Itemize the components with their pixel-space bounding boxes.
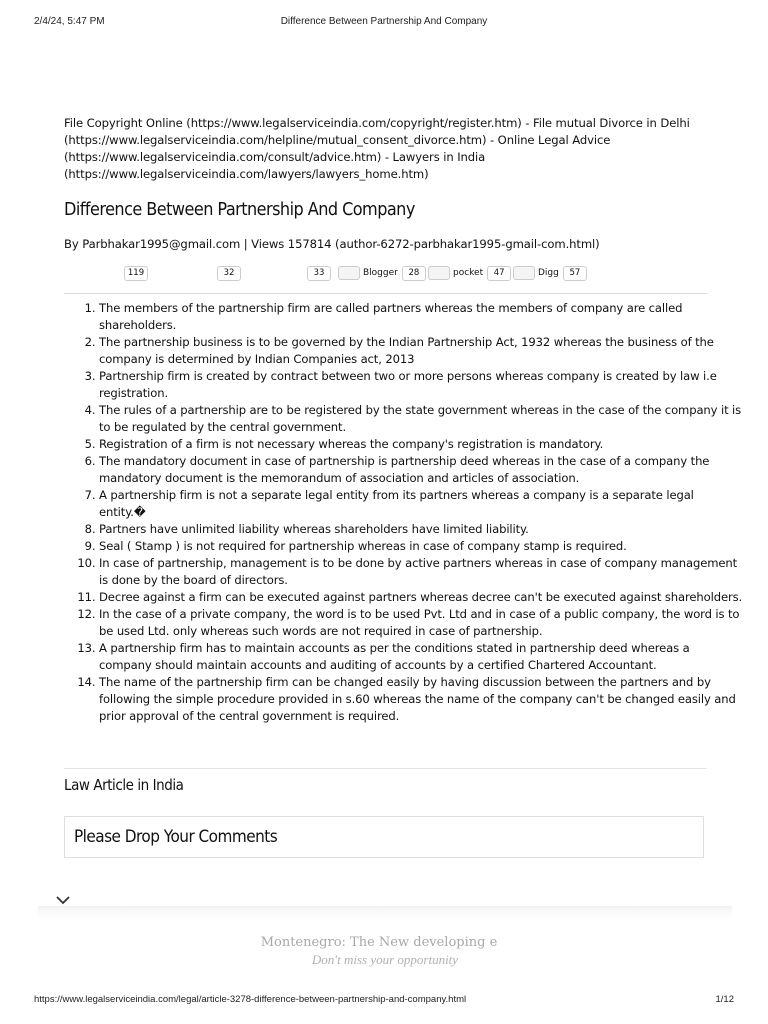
page-number: 1/12 xyxy=(715,994,734,1005)
views-count: | Views 157814 xyxy=(240,237,336,251)
author-link[interactable]: Parbhakar1995@gmail.com xyxy=(82,237,241,251)
digg-icon xyxy=(513,266,535,280)
share-button-2[interactable] xyxy=(217,265,241,281)
byline xyxy=(64,237,724,251)
list-item: 4. The rules of a partnership are to be registered by the state government whereas in the case of the company it is to be regulated by the central government. xyxy=(99,402,743,436)
list-item: 8. Partners have unlimited liability whereas shareholders have limited liability. xyxy=(99,521,743,538)
print-footer xyxy=(0,994,768,1008)
link-lawyers-in-india[interactable]: Lawyers in India (https://www.legalserviceindia.com/lawyers/lawyers_home.htm) xyxy=(64,150,486,181)
law-article-heading[interactable]: Law Article in India xyxy=(64,776,184,794)
byline-prefix: By xyxy=(64,237,83,251)
pocket-icon xyxy=(428,266,450,280)
share-button-3[interactable] xyxy=(307,265,331,281)
link-separator: - xyxy=(486,133,498,147)
share-count: 119 xyxy=(124,266,148,281)
print-datetime: 2/4/24, 5:47 PM xyxy=(34,16,105,27)
share-label: pocket xyxy=(453,268,484,278)
list-item: 2. The partnership business is to be governed by the Indian Partnership Act, 1932 whereas the business of the company is determined by Indian Companies act, 2013 xyxy=(99,334,743,368)
ad-subtitle: Don't miss your opportunity xyxy=(311,952,459,967)
share-button-blogger[interactable] xyxy=(338,265,426,281)
share-label: Digg xyxy=(538,268,559,278)
list-item: 10. In case of partnership, management is to be done by active partners whereas in case of company management is done by the board of directors. xyxy=(99,555,743,589)
share-button-pocket[interactable] xyxy=(428,265,511,281)
article-title: Difference Between Partnership And Company xyxy=(64,200,415,220)
link-online-legal-advice[interactable]: Online Legal Advice (https://www.legalserviceindia.com/consult/advice.htm) xyxy=(64,133,611,164)
link-separator: - xyxy=(381,150,393,164)
link-mutual-divorce[interactable]: File mutual Divorce in Delhi (https://www.legalserviceindia.com/helpline/mutual_consent_divorce.htm) xyxy=(64,116,690,147)
list-item: 6. The mandatory document in case of partnership is partnership deed whereas in the case of a company the mandatory document is the memorandum of association and articles of association. xyxy=(99,453,743,487)
share-count: 32 xyxy=(217,266,241,281)
comments-heading: Please Drop Your Comments xyxy=(74,827,278,847)
share-button-1[interactable] xyxy=(124,265,148,281)
list-item: 1. The members of the partnership firm are called partners whereas the members of company are called shareholders. xyxy=(99,300,743,334)
comments-box xyxy=(64,816,704,858)
share-label: Blogger xyxy=(363,268,398,278)
list-item: 5. Registration of a firm is not necessary whereas the company's registration is mandatory. xyxy=(99,436,743,453)
top-links xyxy=(64,115,709,183)
list-item: 12. In the case of a private company, the word is to be used Pvt. Ltd and in case of a public company, the word is to be used Ltd. only whereas such words are not required in case of partnership. xyxy=(99,606,743,640)
share-count: 57 xyxy=(563,266,587,281)
blogger-icon xyxy=(338,266,360,280)
print-page-title: Difference Between Partnership And Company xyxy=(280,16,488,27)
divider xyxy=(64,768,707,769)
share-count: 28 xyxy=(402,266,426,281)
chevron-down-icon[interactable] xyxy=(55,894,71,906)
share-count: 47 xyxy=(487,266,511,281)
differences-list xyxy=(64,300,743,725)
ad-title: Montenegro: The New developing e xyxy=(260,935,498,950)
print-header xyxy=(0,16,768,30)
print-url: https://www.legalserviceindia.com/legal/article-3278-difference-between-partnership-and-company.html xyxy=(34,994,467,1005)
list-item: 11. Decree against a firm can be executed against partners whereas decree can't be executed against shareholders. xyxy=(99,589,743,606)
list-item: 14. The name of the partnership firm can be changed easily by having discussion between the partners and by following the simple procedure provided in s.60 whereas the name of the company can't be changed easily and prior approval of the central government is required. xyxy=(99,674,743,725)
link-file-copyright[interactable]: File Copyright Online (https://www.legalserviceindia.com/copyright/register.htm) xyxy=(64,116,522,130)
share-bar xyxy=(0,265,768,283)
author-page-link[interactable]: (author-6272-parbhakar1995-gmail-com.html) xyxy=(335,237,600,251)
link-separator: - xyxy=(521,116,533,130)
divider xyxy=(64,293,707,294)
list-item: 7. A partnership firm is not a separate legal entity from its partners whereas a company is a separate legal entity.� xyxy=(99,487,743,521)
list-item: 9. Seal ( Stamp ) is not required for partnership whereas in case of company stamp is required. xyxy=(99,538,743,555)
list-item: 13. A partnership firm has to maintain accounts as per the conditions stated in partnership deed whereas a company should maintain accounts and auditing of accounts by a certified Chartered Accountant. xyxy=(99,640,743,674)
list-item: 3. Partnership firm is created by contract between two or more persons whereas company is created by law i.e registration. xyxy=(99,368,743,402)
share-button-digg[interactable] xyxy=(513,265,587,281)
share-count: 33 xyxy=(307,266,331,281)
